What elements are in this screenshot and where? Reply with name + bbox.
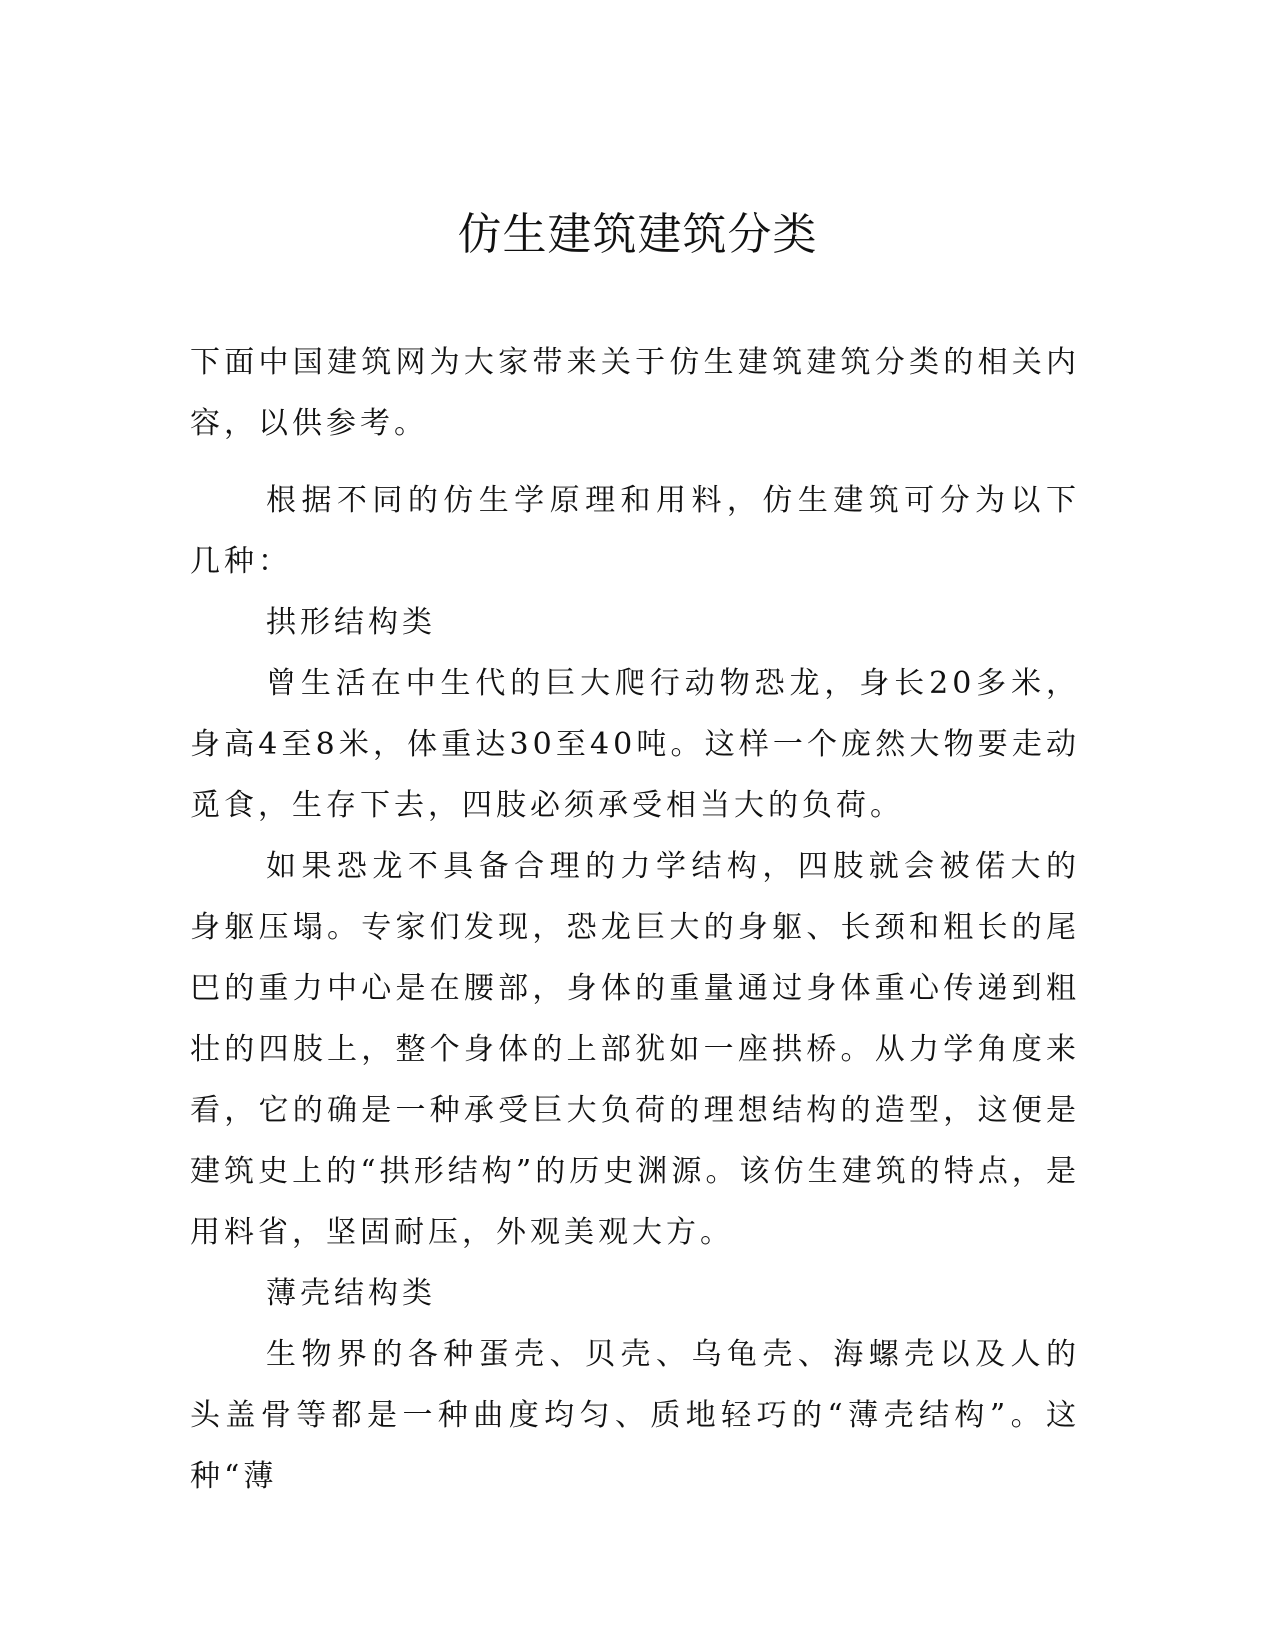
mechanics-paragraph: 如果恐龙不具备合理的力学结构，四肢就会被偌大的身躯压塌。专家们发现，恐龙巨大的身躯、长颈和粗长的尾巴的重力中心是在腰部，身体的重量通过身体重心传递到粗壮的四肢上，整个身体的上部犹如一座拱桥。从力学角度来看，它的确是一种承受巨大负荷的理想结构的造型，这便是建筑史上的“拱形结构”的历史渊源。该仿生建筑的特点，是用料省，坚固耐压，外观美观大方。 [190,849,1080,1250]
shell-structure-paragraph: 生物界的各种蛋壳、贝壳、乌龟壳、海螺壳以及人的头盖骨等都是一种曲度均匀、质地轻巧的“薄壳结构”。这种“薄 [190,1337,1080,1494]
section-heading-shell-structure: 薄壳结构类 [266,1276,436,1311]
document-body [190,332,1080,1507]
page-title: 仿生建筑建筑分类 [457,209,818,260]
section-heading-arch-structure: 拱形结构类 [266,605,436,640]
classification-intro-paragraph: 根据不同的仿生学原理和用料，仿生建筑可分为以下几种： [190,483,1080,579]
dinosaur-paragraph: 曾生活在中生代的巨大爬行动物恐龙，身长20多米，身高4至8米，体重达30至40吨。这样一个庞然大物要走动觅食，生存下去，四肢必须承受相当大的负荷。 [190,666,1080,823]
intro-paragraph: 下面中国建筑网为大家带来关于仿生建筑建筑分类的相关内容，以供参考。 [190,345,1080,441]
